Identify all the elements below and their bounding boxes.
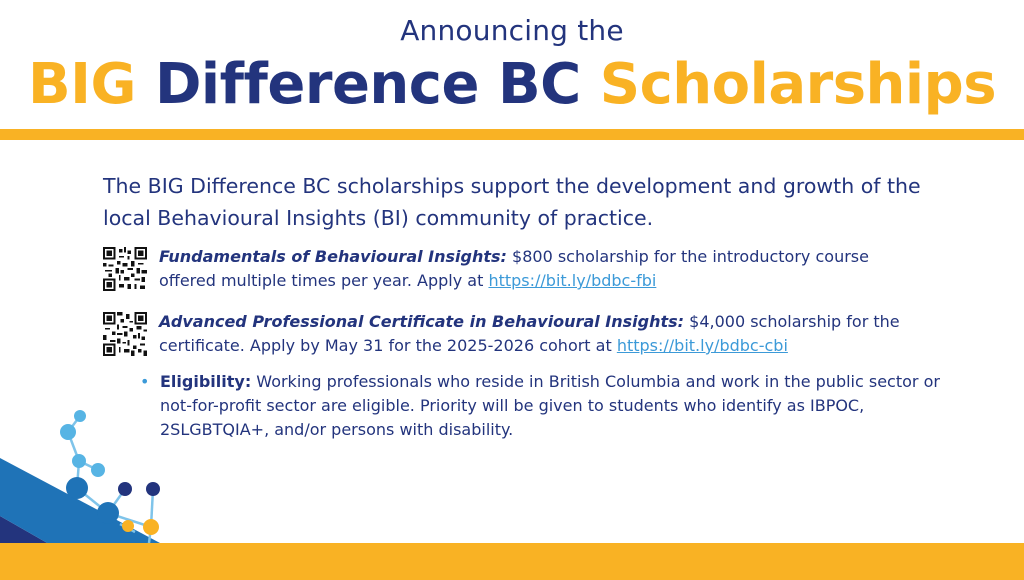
apply-link-cbi[interactable]: https://bit.ly/bdbc-cbi bbox=[616, 336, 788, 355]
eligibility-description: Working professionals who reside in British Columbia and work in the public sector or not-for-profit sector are eligible. Priority will be given to students who identify as IBPOC, 2SLGBTQIA+, and/or persons with disability. bbox=[160, 372, 940, 439]
item-title: Fundamentals of Behavioural Insights: bbox=[159, 247, 507, 266]
announcing-line: Announcing the bbox=[400, 14, 624, 47]
apply-link-fbi[interactable]: https://bit.ly/bdbc-fbi bbox=[488, 271, 657, 290]
item-text bbox=[159, 310, 923, 358]
eligibility-text bbox=[160, 370, 950, 442]
qr-code-icon[interactable] bbox=[103, 312, 147, 356]
bullet-icon: • bbox=[140, 372, 150, 391]
title-scholarships: Scholarships bbox=[599, 52, 997, 117]
item-description: $800 scholarship for the introductory course offered multiple times per year. Apply at bbox=[159, 247, 869, 290]
intro-paragraph: The BIG Difference BC scholarships support the development and growth of the local Behavioural Insights (BI) community of practice. bbox=[103, 174, 921, 230]
item-title: Advanced Professional Certificate in Behavioural Insights: bbox=[159, 312, 685, 331]
scholarship-item-fundamentals bbox=[103, 245, 923, 293]
scholarship-item-advanced bbox=[103, 310, 923, 358]
page-title bbox=[0, 52, 1024, 117]
bottom-accent-bar bbox=[0, 543, 1024, 580]
eligibility-bullet bbox=[140, 370, 950, 442]
title-big: BIG bbox=[27, 52, 136, 117]
item-description: $4,000 scholarship for the certificate. Apply by May 31 for the 2025-2026 cohort at bbox=[159, 312, 900, 355]
title-difference-bc: Difference BC bbox=[154, 52, 581, 117]
item-text bbox=[159, 245, 923, 293]
top-accent-bar bbox=[0, 129, 1024, 140]
eligibility-label: Eligibility: bbox=[160, 372, 252, 391]
qr-code-icon[interactable] bbox=[103, 247, 147, 291]
